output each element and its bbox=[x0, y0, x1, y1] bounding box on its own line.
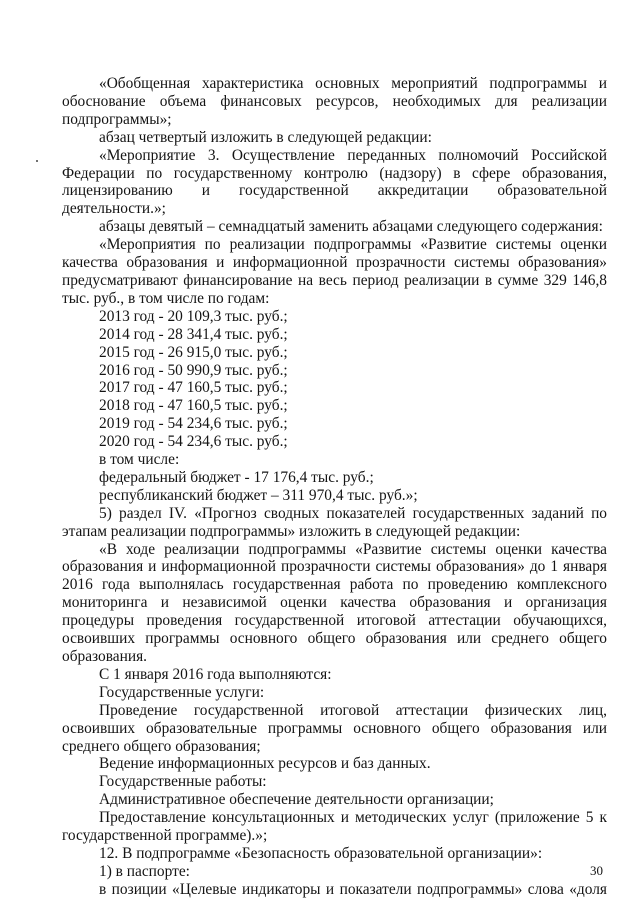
paragraph: «Мероприятие 3. Осуществление переданных полномочий Российской Федерации по государственному контролю (надзору) в сфере образования, лицензированию и государственной аккредитации образовательной деятельности.»; bbox=[62, 146, 607, 218]
paragraph: «Обобщенная характеристика основных мероприятий подпрограммы и обоснование объема финансовых ресурсов, необходимых для реализации подпрограммы»; bbox=[62, 75, 607, 128]
republic-budget-line: республиканский бюджет – 311 970,4 тыс. руб.»; bbox=[99, 486, 418, 504]
federal-budget-line: федеральный бюджет - 17 176,4 тыс. руб.; bbox=[99, 468, 374, 486]
paragraph: Государственные работы: bbox=[99, 773, 267, 791]
funding-year-line: 2017 год - 47 160,5 тыс. руб.; bbox=[99, 379, 288, 397]
funding-year-line: 2013 год - 20 109,3 тыс. руб.; bbox=[99, 307, 288, 325]
paragraph: абзацы девятый – семнадцатый заменить абзацами следующего содержания: bbox=[99, 218, 603, 236]
funding-year-line: 2018 год - 47 160,5 тыс. руб.; bbox=[99, 397, 288, 415]
paragraph: «Мероприятия по реализации подпрограммы «Развитие системы оценки качества образования и информационной прозрачности системы образования» предусматривают финансирование на весь период реализации в сумме 329 146,8 тыс. руб., в том числе по годам: bbox=[62, 236, 607, 307]
paragraph: абзац четвертый изложить в следующей редакции: bbox=[99, 128, 432, 146]
funding-year-line: 2015 год - 26 915,0 тыс. руб.; bbox=[99, 343, 288, 361]
document-body bbox=[62, 75, 607, 899]
paragraph: «В ходе реализации подпрограммы «Развитие системы оценки качества образования и информационной прозрачности системы образования» до 1 января 2016 года выполнялась государственная работа по проведению комплексного мониторинга и независимой оценки качества образования и организация процедуры проведения государственной итоговой аттестации обучающихся, освоивших программы основного общего образования или среднего общего образования. bbox=[62, 540, 607, 665]
paragraph: Государственные услуги: bbox=[99, 683, 265, 701]
paragraph: С 1 января 2016 года выполняются: bbox=[99, 665, 332, 683]
paragraph: Административное обеспечение деятельности организации; bbox=[99, 791, 494, 809]
paragraph: 5) раздел IV. «Прогноз сводных показателей государственных заданий по этапам реализации подпрограммы» изложить в следующей редакции: bbox=[62, 504, 607, 540]
paragraph: Предоставление консультационных и методических услуг (приложение 5 к государственной программе).»; bbox=[62, 809, 607, 845]
funding-year-line: 2020 год - 54 234,6 тыс. руб.; bbox=[99, 433, 288, 451]
paragraph: Ведение информационных ресурсов и баз данных. bbox=[99, 755, 431, 773]
funding-year-line: 2016 год - 50 990,9 тыс. руб.; bbox=[99, 361, 288, 379]
paragraph: 1) в паспорте: bbox=[99, 862, 190, 880]
paragraph: в позиции «Целевые индикаторы и показатели подпрограммы» слова «доля bbox=[99, 880, 607, 898]
funding-year-line: 2014 год - 28 341,4 тыс. руб.; bbox=[99, 325, 288, 343]
scan-speck bbox=[36, 160, 38, 162]
funding-year-line: 2019 год - 54 234,6 тыс. руб.; bbox=[99, 415, 288, 433]
paragraph: 12. В подпрограмме «Безопасность образовательной организации»: bbox=[99, 844, 543, 862]
paragraph: Проведение государственной итоговой аттестации физических лиц, освоивших образовательные программы основного общего образования или среднего общего образования; bbox=[62, 701, 607, 755]
page-number: 30 bbox=[590, 863, 603, 878]
including-label: в том числе: bbox=[99, 451, 180, 469]
